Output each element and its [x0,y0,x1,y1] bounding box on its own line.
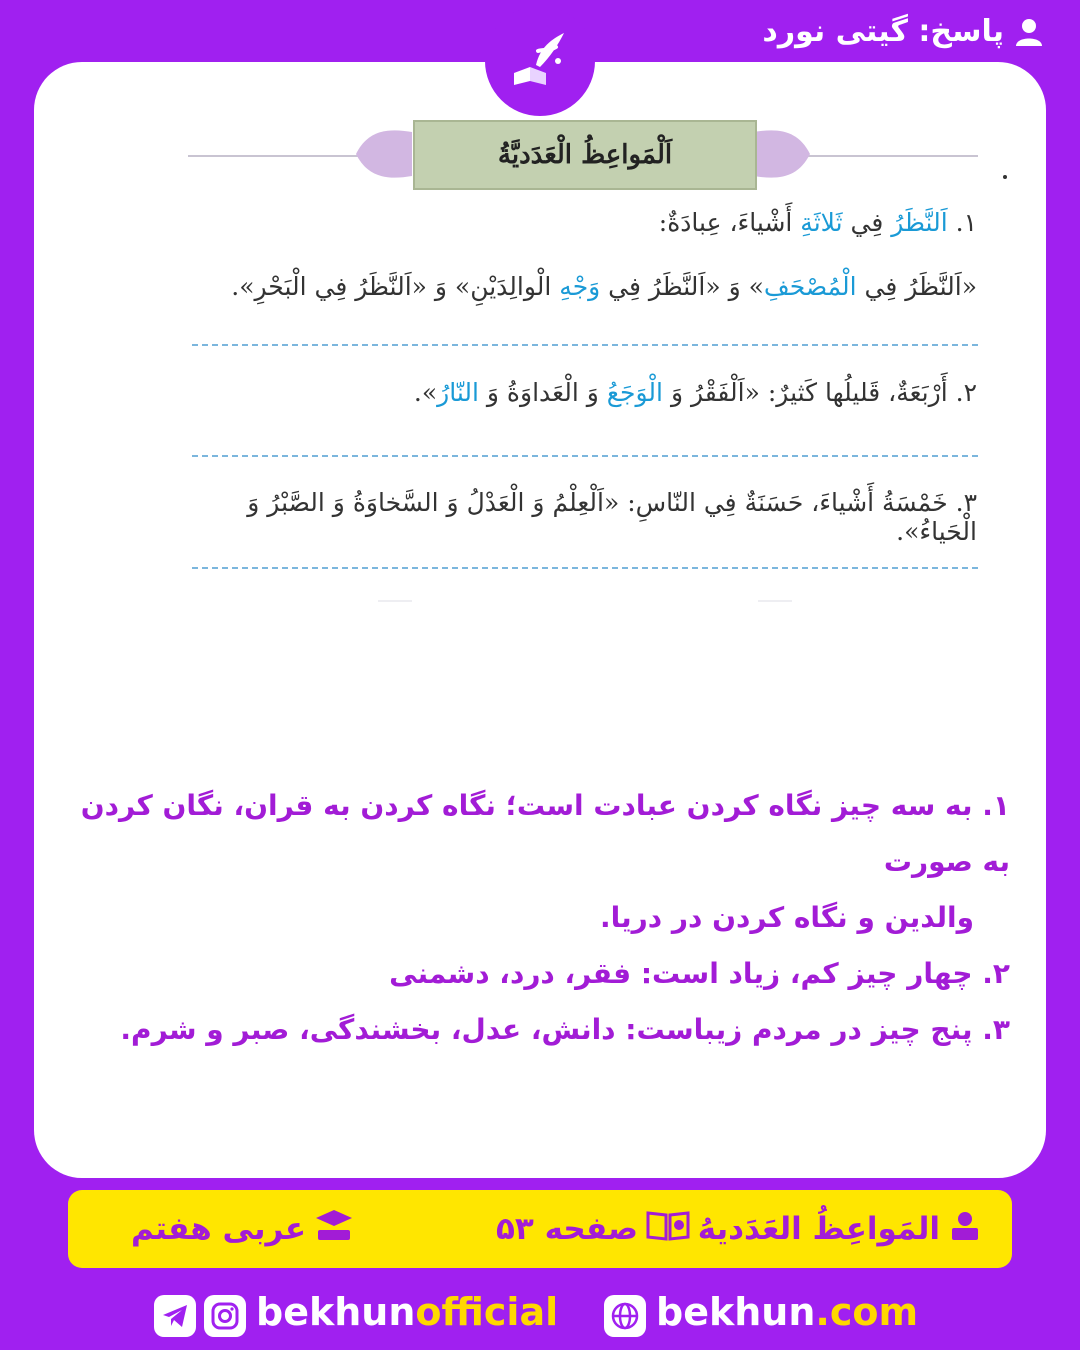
globe-icon[interactable] [604,1295,646,1337]
book-item-2: ۲. أَرْبَعَةٌ، قَليلُها كَثيرٌ: «اَلْفَقْرُ وَ الْوَجَعُ وَ الْعَداوَةُ وَ النّارُ». [413,378,977,407]
website-link[interactable]: bekhun.com [656,1290,919,1334]
user-icon [1014,17,1044,47]
lesson-info: المَواعِظُ العَدَدیهُ [698,1208,982,1250]
book-item-1-line-2: «اَلنَّظَرُ فِي الْمُصْحَفِ» وَ «اَلنَّظَرُ فِي وَجْهِ الْوالِدَيْنِ» وَ «اَلنَّظَرُ فِي الْبَحْرِ». [231,272,977,301]
title-divider [188,155,358,157]
answer-1-line-2: والدین و نگاه کردن در دریا. [600,901,974,934]
answer-3: ۳. پنج چیز در مردم زیباست: دانش، عدل، بخشندگی، صبر و شرم. [120,1013,1010,1046]
social-handle[interactable]: bekhunofficial [256,1290,559,1334]
ornament-icon [348,126,420,182]
answer-dashed-line [192,455,978,457]
teacher-icon [948,1208,982,1250]
lesson-title-banner [188,118,978,188]
faint-mark [758,600,792,602]
page-info: صفحه ۵۳ [496,1209,690,1249]
faint-mark [378,600,412,602]
instagram-icon[interactable] [204,1295,246,1337]
book-item-1-line-1: ۱. اَلنَّظَرُ فِي ثَلاثَةِ أَشْياءَ، عِبادَةٌ: [658,208,977,237]
lesson-title: اَلْمَواعِظُ الْعَدَدیَّةُ [413,120,757,190]
grade-info: عربی هفتم [131,1208,354,1250]
book-icon [646,1209,690,1249]
title-divider [808,155,978,157]
dot-mark [1003,175,1007,179]
answer-2: ۲. چهار چیز کم، زیاد است: فقر، درد، دشمنی [389,957,1010,990]
answer-label: پاسخ: گیتی نورد [762,14,1004,49]
answer-dashed-line [192,567,978,569]
lesson-info-bar [68,1190,1012,1268]
answer-1-line-1: ۱. به سه چیز نگاه کردن عبادت است؛ نگاه کردن به قران، نگان کردن به صورت [80,789,1010,878]
answer-list [70,778,1010,1058]
bekhun-logo-icon [485,6,595,116]
telegram-icon[interactable] [154,1295,196,1337]
graduation-cap-icon [314,1208,354,1250]
answer-header [762,14,1044,49]
book-item-3: ۳. خَمْسَةُ أَشْياءَ، حَسَنَةٌ فِي النّاسِ: «اَلْعِلْمُ وَ الْعَدْلُ وَ السَّخاوَةُ وَ الصَّبْرُ وَ الْحَياءُ». [247,488,977,546]
answer-dashed-line [192,344,978,346]
social-links [0,1290,1080,1342]
